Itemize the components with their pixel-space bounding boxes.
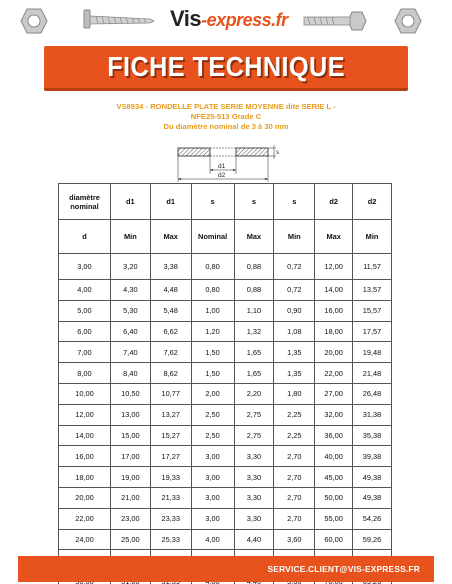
- banner-title: FICHE TECHNIQUE: [107, 51, 345, 82]
- table-cell: 3,38: [150, 254, 191, 280]
- product-reference: VS8934 - RONDELLE PLATE SERIE MOYENNE dite SERIE L -: [116, 102, 336, 111]
- table-cell: 18,00: [59, 467, 111, 488]
- table-row: [59, 508, 392, 529]
- table-cell: 20,00: [315, 342, 353, 363]
- dimensions-table: [58, 183, 392, 584]
- table-cell: 49,38: [353, 467, 392, 488]
- table-cell: 14,00: [315, 280, 353, 301]
- table-cell: 1,35: [274, 342, 315, 363]
- table-cell: 2,25: [274, 404, 315, 425]
- table-cell: 2,70: [274, 467, 315, 488]
- header-cell: diamètre nominal: [59, 184, 111, 220]
- header-cell: s: [274, 184, 315, 220]
- table-cell: 8,62: [150, 363, 191, 384]
- hex-nut-icon: [20, 8, 48, 34]
- title-banner: [44, 46, 408, 88]
- table-row: [59, 467, 392, 488]
- product-range: Du diamètre nominal de 3 à 30 mm: [163, 122, 289, 131]
- table-cell: 19,48: [353, 342, 392, 363]
- table-cell: 36,00: [315, 425, 353, 446]
- table-cell: 7,40: [110, 342, 150, 363]
- table-cell: 6,00: [59, 321, 111, 342]
- table-cell: 2,70: [274, 446, 315, 467]
- table-header-row: [59, 184, 392, 220]
- table-cell: 3,00: [191, 508, 234, 529]
- table-cell: 2,20: [234, 383, 274, 404]
- table-cell: 27,00: [315, 383, 353, 404]
- logo-main-text: Vis: [170, 6, 202, 31]
- table-cell: 4,40: [234, 529, 274, 550]
- table-cell: 14,00: [59, 425, 111, 446]
- table-cell: 2,50: [191, 425, 234, 446]
- table-cell: 22,00: [59, 508, 111, 529]
- table-cell: 2,25: [274, 425, 315, 446]
- footer-bar: [18, 556, 434, 582]
- table-cell: 5,00: [59, 300, 111, 321]
- table-row: [59, 425, 392, 446]
- subheader-cell: d: [59, 220, 111, 254]
- table-row: [59, 300, 392, 321]
- table-cell: 0,80: [191, 280, 234, 301]
- table-cell: 0,72: [274, 280, 315, 301]
- table-cell: 3,20: [110, 254, 150, 280]
- table-cell: 0,88: [234, 254, 274, 280]
- table-cell: 32,00: [315, 404, 353, 425]
- table-cell: 4,00: [59, 280, 111, 301]
- table-cell: 35,38: [353, 425, 392, 446]
- table-cell: 12,00: [59, 404, 111, 425]
- table-cell: 16,00: [315, 300, 353, 321]
- table-row: [59, 254, 392, 280]
- table-cell: 3,00: [191, 467, 234, 488]
- table-cell: 0,72: [274, 254, 315, 280]
- table-cell: 1,50: [191, 342, 234, 363]
- table-cell: 13,27: [150, 404, 191, 425]
- header-cell: s: [234, 184, 274, 220]
- subheader-cell: Max: [234, 220, 274, 254]
- table-cell: 5,30: [110, 300, 150, 321]
- table-cell: 1,08: [274, 321, 315, 342]
- subheader-cell: Max: [150, 220, 191, 254]
- table-cell: 7,62: [150, 342, 191, 363]
- table-cell: 31,38: [353, 404, 392, 425]
- table-cell: 11,57: [353, 254, 392, 280]
- header-cell: d1: [150, 184, 191, 220]
- label-s: s: [276, 150, 279, 156]
- header-cell: d1: [110, 184, 150, 220]
- table-cell: 1,65: [234, 342, 274, 363]
- screw-icon: [82, 8, 156, 34]
- table-cell: 3,30: [234, 487, 274, 508]
- table-cell: 3,30: [234, 508, 274, 529]
- table-cell: 49,38: [353, 487, 392, 508]
- contact-email-link[interactable]: SERVICE.CLIENT@VIS-EXPRESS.FR: [267, 564, 420, 574]
- table-cell: 18,00: [315, 321, 353, 342]
- subheader-cell: Nominal: [191, 220, 234, 254]
- table-cell: 25,00: [110, 529, 150, 550]
- table-cell: 54,26: [353, 508, 392, 529]
- table-cell: 16,00: [59, 446, 111, 467]
- table-cell: 3,00: [191, 446, 234, 467]
- table-cell: 4,00: [191, 529, 234, 550]
- table-cell: 21,00: [110, 487, 150, 508]
- table-cell: 39,38: [353, 446, 392, 467]
- table-cell: 2,75: [234, 425, 274, 446]
- table-row: [59, 446, 392, 467]
- table-cell: 8,40: [110, 363, 150, 384]
- table-cell: 4,48: [150, 280, 191, 301]
- logo-accent-text: -express.fr: [201, 10, 288, 30]
- washer-cross-section-diagram: [170, 142, 282, 184]
- table-subheader-row: [59, 220, 392, 254]
- table-row: [59, 321, 392, 342]
- table-cell: 21,33: [150, 487, 191, 508]
- product-standard: NFE25-513 Grade C: [190, 112, 262, 121]
- bolt-icon: [300, 8, 370, 34]
- table-cell: 23,33: [150, 508, 191, 529]
- table-cell: 45,00: [315, 467, 353, 488]
- table-cell: 12,00: [315, 254, 353, 280]
- table-cell: 22,00: [315, 363, 353, 384]
- table-cell: 1,32: [234, 321, 274, 342]
- table-cell: 19,33: [150, 467, 191, 488]
- table-cell: 15,57: [353, 300, 392, 321]
- table-cell: 17,57: [353, 321, 392, 342]
- subheader-cell: Min: [110, 220, 150, 254]
- table-cell: 8,00: [59, 363, 111, 384]
- table-cell: 1,65: [234, 363, 274, 384]
- table-cell: 7,00: [59, 342, 111, 363]
- table-row: [59, 363, 392, 384]
- table-row: [59, 487, 392, 508]
- table-row: [59, 383, 392, 404]
- subheader-cell: Min: [274, 220, 315, 254]
- table-cell: 5,48: [150, 300, 191, 321]
- table-cell: 4,30: [110, 280, 150, 301]
- subheader-cell: Max: [315, 220, 353, 254]
- table-cell: 0,80: [191, 254, 234, 280]
- table-cell: 19,00: [110, 467, 150, 488]
- table-cell: 10,77: [150, 383, 191, 404]
- table-cell: 23,00: [110, 508, 150, 529]
- table-cell: 15,27: [150, 425, 191, 446]
- table-cell: 2,50: [191, 404, 234, 425]
- table-cell: 1,50: [191, 363, 234, 384]
- table-cell: 59,26: [353, 529, 392, 550]
- table-cell: 13,57: [353, 280, 392, 301]
- table-cell: 10,00: [59, 383, 111, 404]
- table-cell: 55,00: [315, 508, 353, 529]
- header-cell: s: [191, 184, 234, 220]
- table-cell: 2,75: [234, 404, 274, 425]
- table-cell: 2,70: [274, 487, 315, 508]
- table-cell: 1,35: [274, 363, 315, 384]
- header-cell: d2: [353, 184, 392, 220]
- table-row: [59, 280, 392, 301]
- table-cell: 21,48: [353, 363, 392, 384]
- table-cell: 50,00: [315, 487, 353, 508]
- header-cell: d2: [315, 184, 353, 220]
- table-cell: 10,50: [110, 383, 150, 404]
- table-cell: 24,00: [59, 529, 111, 550]
- table-cell: 1,10: [234, 300, 274, 321]
- table-cell: 0,88: [234, 280, 274, 301]
- label-d2: d2: [218, 172, 226, 179]
- table-cell: 40,00: [315, 446, 353, 467]
- table-cell: 3,00: [59, 254, 111, 280]
- table-cell: 2,00: [191, 383, 234, 404]
- label-d1: d1: [218, 163, 226, 170]
- table-cell: 20,00: [59, 487, 111, 508]
- table-row: [59, 342, 392, 363]
- table-cell: 60,00: [315, 529, 353, 550]
- table-cell: 3,30: [234, 446, 274, 467]
- table-cell: 17,27: [150, 446, 191, 467]
- table-row: [59, 529, 392, 550]
- table-cell: 15,00: [110, 425, 150, 446]
- table-row: [59, 404, 392, 425]
- table-cell: 6,62: [150, 321, 191, 342]
- table-cell: 3,60: [274, 529, 315, 550]
- table-cell: 17,00: [110, 446, 150, 467]
- table-cell: 2,70: [274, 508, 315, 529]
- header: [0, 0, 452, 44]
- table-cell: 3,00: [191, 487, 234, 508]
- table-cell: 3,30: [234, 467, 274, 488]
- table-cell: 0,90: [274, 300, 315, 321]
- site-logo[interactable]: [170, 6, 288, 32]
- table-cell: 1,80: [274, 383, 315, 404]
- subheader-cell: Min: [353, 220, 392, 254]
- hex-nut-icon: [394, 8, 422, 34]
- table-cell: 25,33: [150, 529, 191, 550]
- table-cell: 1,20: [191, 321, 234, 342]
- table-cell: 13,00: [110, 404, 150, 425]
- table-cell: 6,40: [110, 321, 150, 342]
- table-cell: 1,00: [191, 300, 234, 321]
- table-cell: 26,48: [353, 383, 392, 404]
